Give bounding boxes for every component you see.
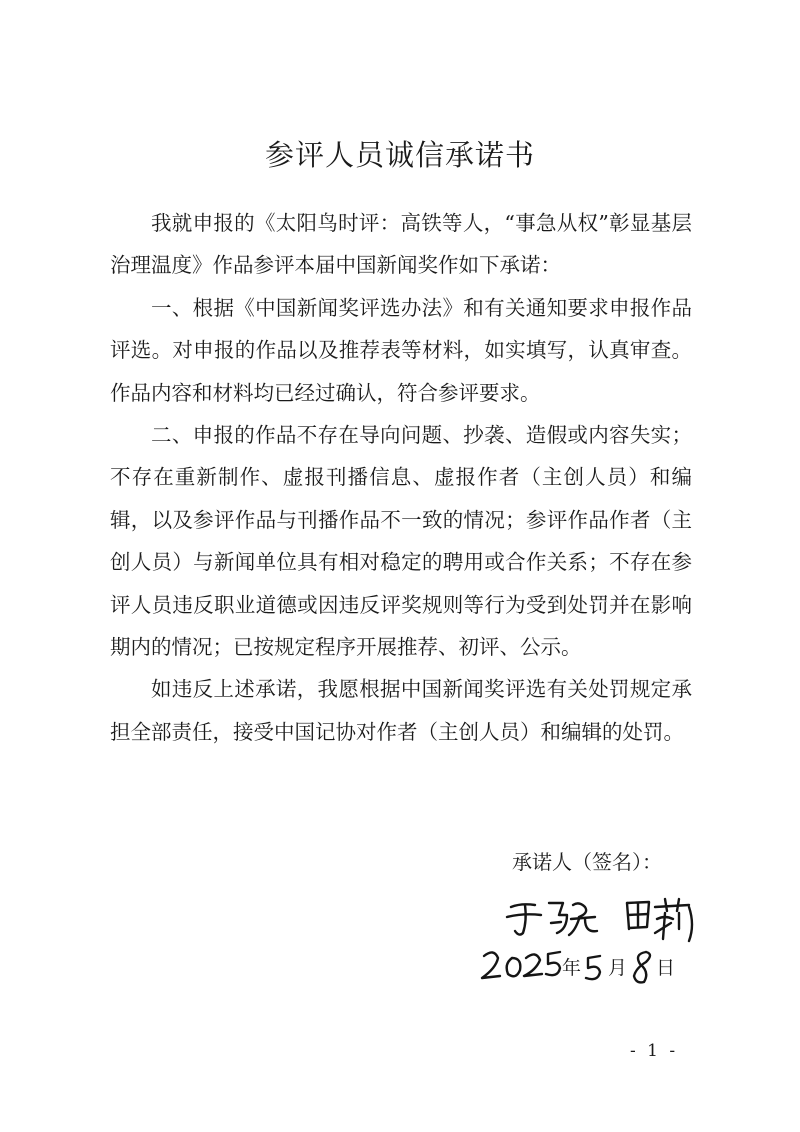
document-body: [110, 202, 692, 753]
paragraph-intro: 我就申报的《太阳鸟时评：高铁等人，“事急从权”彰显基层治理温度》作品参评本届中国新闻奖作如下承诺：: [110, 211, 692, 278]
svg-text:日: 日: [656, 957, 676, 979]
paragraph-commitment-1: 一、根据《中国新闻奖评选办法》和有关通知要求申报作品评选。对申报的作品以及推荐表等材料，如实填写，认真审查。作品内容和材料均已经过确认，符合参评要求。: [110, 295, 692, 405]
paragraph-liability: 如违反上述承诺，我愿根据中国新闻奖评选有关处罚规定承担全部责任，接受中国记协对作者（主创人员）和编辑的处罚。: [110, 677, 692, 744]
handwritten-date: [470, 944, 690, 990]
paragraph-commitment-2: 二、申报的作品不存在导向问题、抄袭、造假或内容失实；不存在重新制作、虚报刊播信息、虚报作者（主创人员）和编辑，以及参评作品与刊播作品不一致的情况；参评作品作者（主创人员）与新闻单位具有相对稳定的聘用或合作关系；不存在参评人员违反职业道德或因违反评奖规则等行为受到处罚并在影响期内的情况；已按规定程序开展推荐、初评、公示。: [110, 423, 692, 660]
page-number: - 1 -: [630, 1041, 679, 1061]
svg-text:月: 月: [608, 957, 628, 979]
signer-label: 承诺人（签名）：: [512, 850, 662, 874]
handwritten-signature: [505, 893, 705, 943]
svg-text:年: 年: [562, 957, 582, 979]
document-title: 参评人员诚信承诺书: [264, 138, 535, 172]
